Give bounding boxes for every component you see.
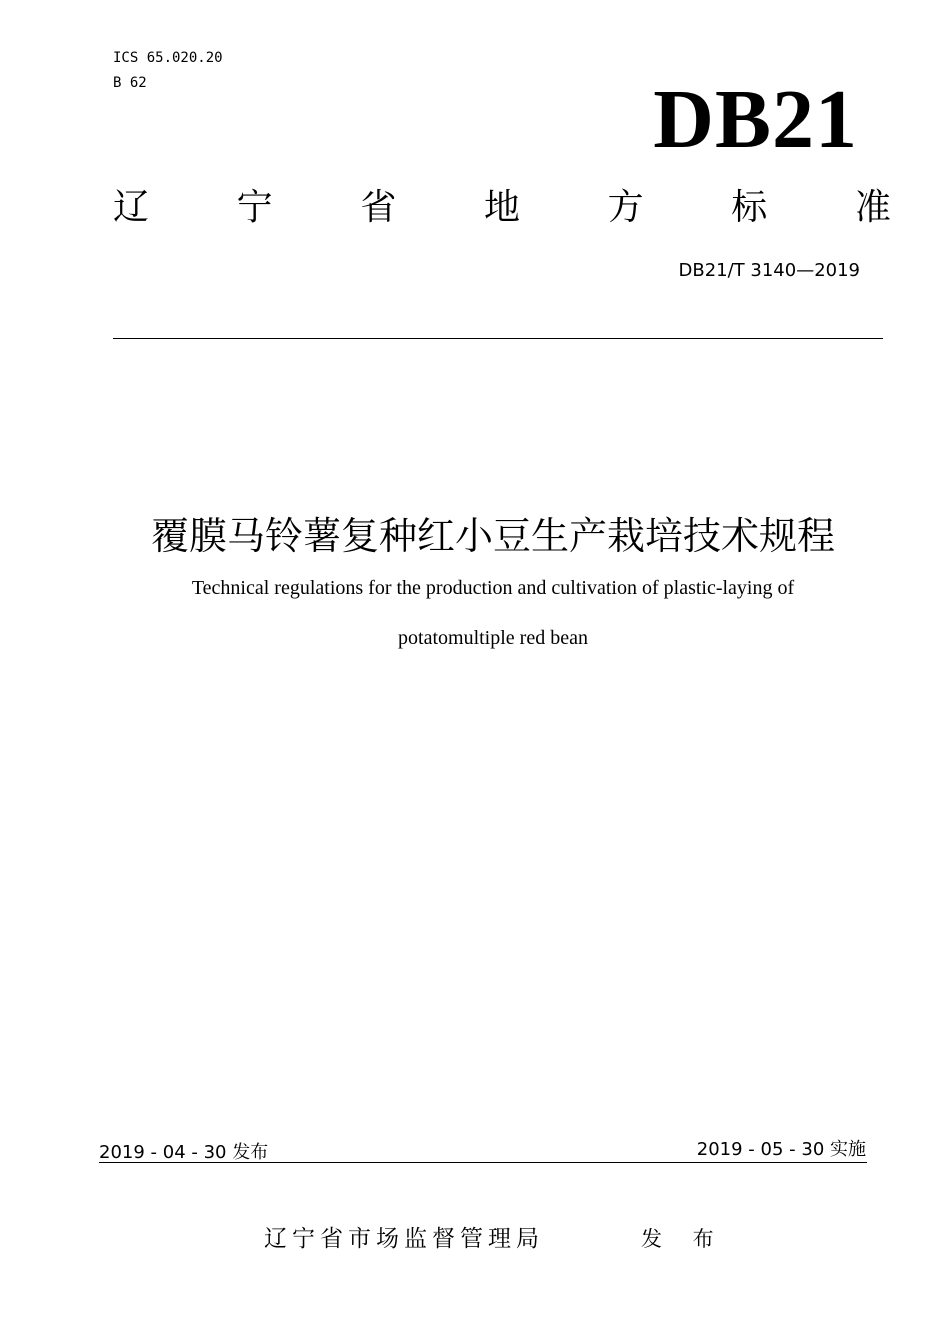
- dates-divider: [99, 1162, 867, 1163]
- issuing-authority: 辽宁省市场监督管理局: [264, 1226, 544, 1252]
- ccs-code: B 62: [113, 75, 147, 91]
- standard-type-char: 方: [607, 187, 644, 228]
- header-divider: [113, 338, 883, 339]
- standard-type-char: 省: [360, 187, 397, 228]
- standard-type-heading: [113, 186, 891, 230]
- document-title-en-line2: potatomultiple red bean: [398, 627, 588, 649]
- ics-code: ICS 65.020.20: [113, 50, 223, 66]
- standard-type-char: 辽: [113, 187, 150, 228]
- issue-date: 2019 - 04 - 30 发布: [99, 1142, 269, 1163]
- issue-label: 发 布: [641, 1227, 726, 1251]
- document-title-zh: 覆膜马铃薯复种红小豆生产栽培技术规程: [150, 514, 835, 558]
- standard-logo: DB21: [653, 73, 858, 166]
- standard-type-char: 宁: [236, 187, 273, 228]
- implementation-date: 2019 - 05 - 30 实施: [696, 1139, 866, 1160]
- document-title-en-line1: Technical regulations for the production and cultivation of plastic-laying of: [191, 577, 795, 599]
- standard-type-char: 准: [854, 187, 891, 228]
- standard-number: DB21/T 3140—2019: [678, 260, 860, 281]
- standard-type-char: 标: [731, 187, 768, 228]
- standard-type-char: 地: [483, 187, 520, 228]
